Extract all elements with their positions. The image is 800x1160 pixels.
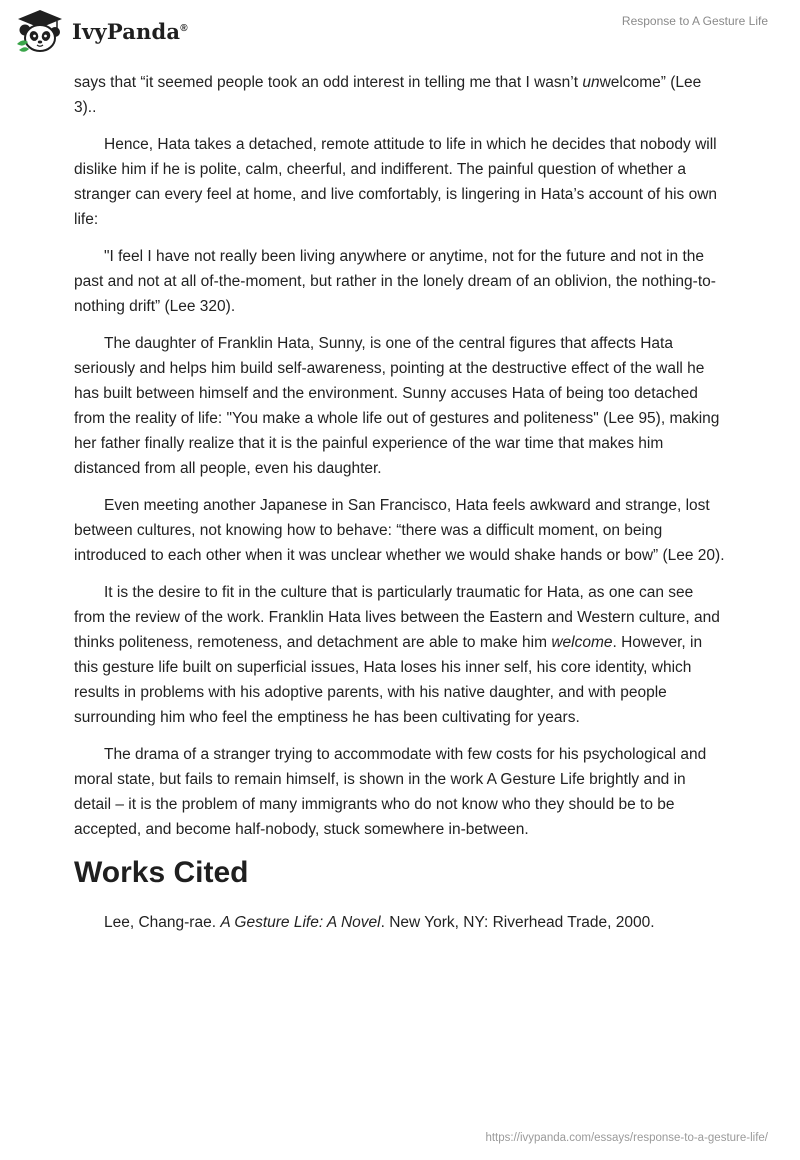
- page-header: [0, 0, 800, 60]
- document-title: Response to A Gesture Life: [621, 14, 768, 28]
- panda-graduate-icon: [14, 8, 66, 54]
- works-cited-heading: Works Cited: [74, 856, 249, 889]
- source-url-link[interactable]: https://ivypanda.com/essays/response-to-a-gesture-life/: [485, 1132, 768, 1144]
- paragraph: Hence, Hata takes a detached, remote attitude to life in which he decides that nobody will dislike him if he is polite, calm, cheerful, and indifferent. The painful question of whether a stranger can every feel at home, and live comfortably, is lingering in Hata’s account of his own life:: [74, 136, 718, 228]
- logo-text: IvyPanda®: [72, 18, 188, 44]
- site-logo[interactable]: [14, 8, 188, 54]
- paragraph: The daughter of Franklin Hata, Sunny, is one of the central figures that affects Hata seriously and helps him build self-awareness, pointing at the destructive effect of the wall he has built between himself and the environment. Sunny accuses Hata of being too detached from the reality of life: "You make a whole life out of gestures and politeness" (Lee 95), making her father finally realize that it is the painful experience of the war time that makes him distanced from all people, even his daughter.: [74, 335, 720, 477]
- paragraph: Even meeting another Japanese in San Francisco, Hata feels awkward and strange, lost between cultures, not knowing how to behave: “there was a difficult moment, on being introduced to each other when it was unclear whether we would shake hands or bow” (Lee 20).: [74, 497, 725, 564]
- paragraph: says that “it seemed people took an odd interest in telling me that I wasn’t unwelcome” (Lee 3)..: [74, 74, 702, 116]
- essay-content: [74, 70, 726, 947]
- block-quote: "I feel I have not really been living anywhere or anytime, not for the future and not in the past and not at all of-the-moment, but rather in the lonely dream of an oblivion, the nothing-to-nothing drift” (Lee 320).: [74, 248, 716, 315]
- paragraph: It is the desire to fit in the culture that is particularly traumatic for Hata, as one can see from the review of the work. Franklin Hata lives between the Eastern and Western culture, and thinks politeness, remoteness, and detachment are able to make him welcome. However, in this gesture life built on superficial issues, Hata loses his inner self, his core identity, which results in problems with his adoptive parents, with his native daughter, and with people surrounding him who feel the emptiness he has been cultivating for years.: [74, 584, 720, 726]
- paragraph: The drama of a stranger trying to accommodate with few costs for his psychological and moral state, but fails to remain himself, is shown in the work A Gesture Life brightly and in detail – it is the problem of many immigrants who do not know who they should be to be accepted, and become half-nobody, stuck somewhere in-between.: [74, 746, 707, 838]
- citation-entry: Lee, Chang-rae. A Gesture Life: A Novel. New York, NY: Riverhead Trade, 2000.: [104, 914, 655, 931]
